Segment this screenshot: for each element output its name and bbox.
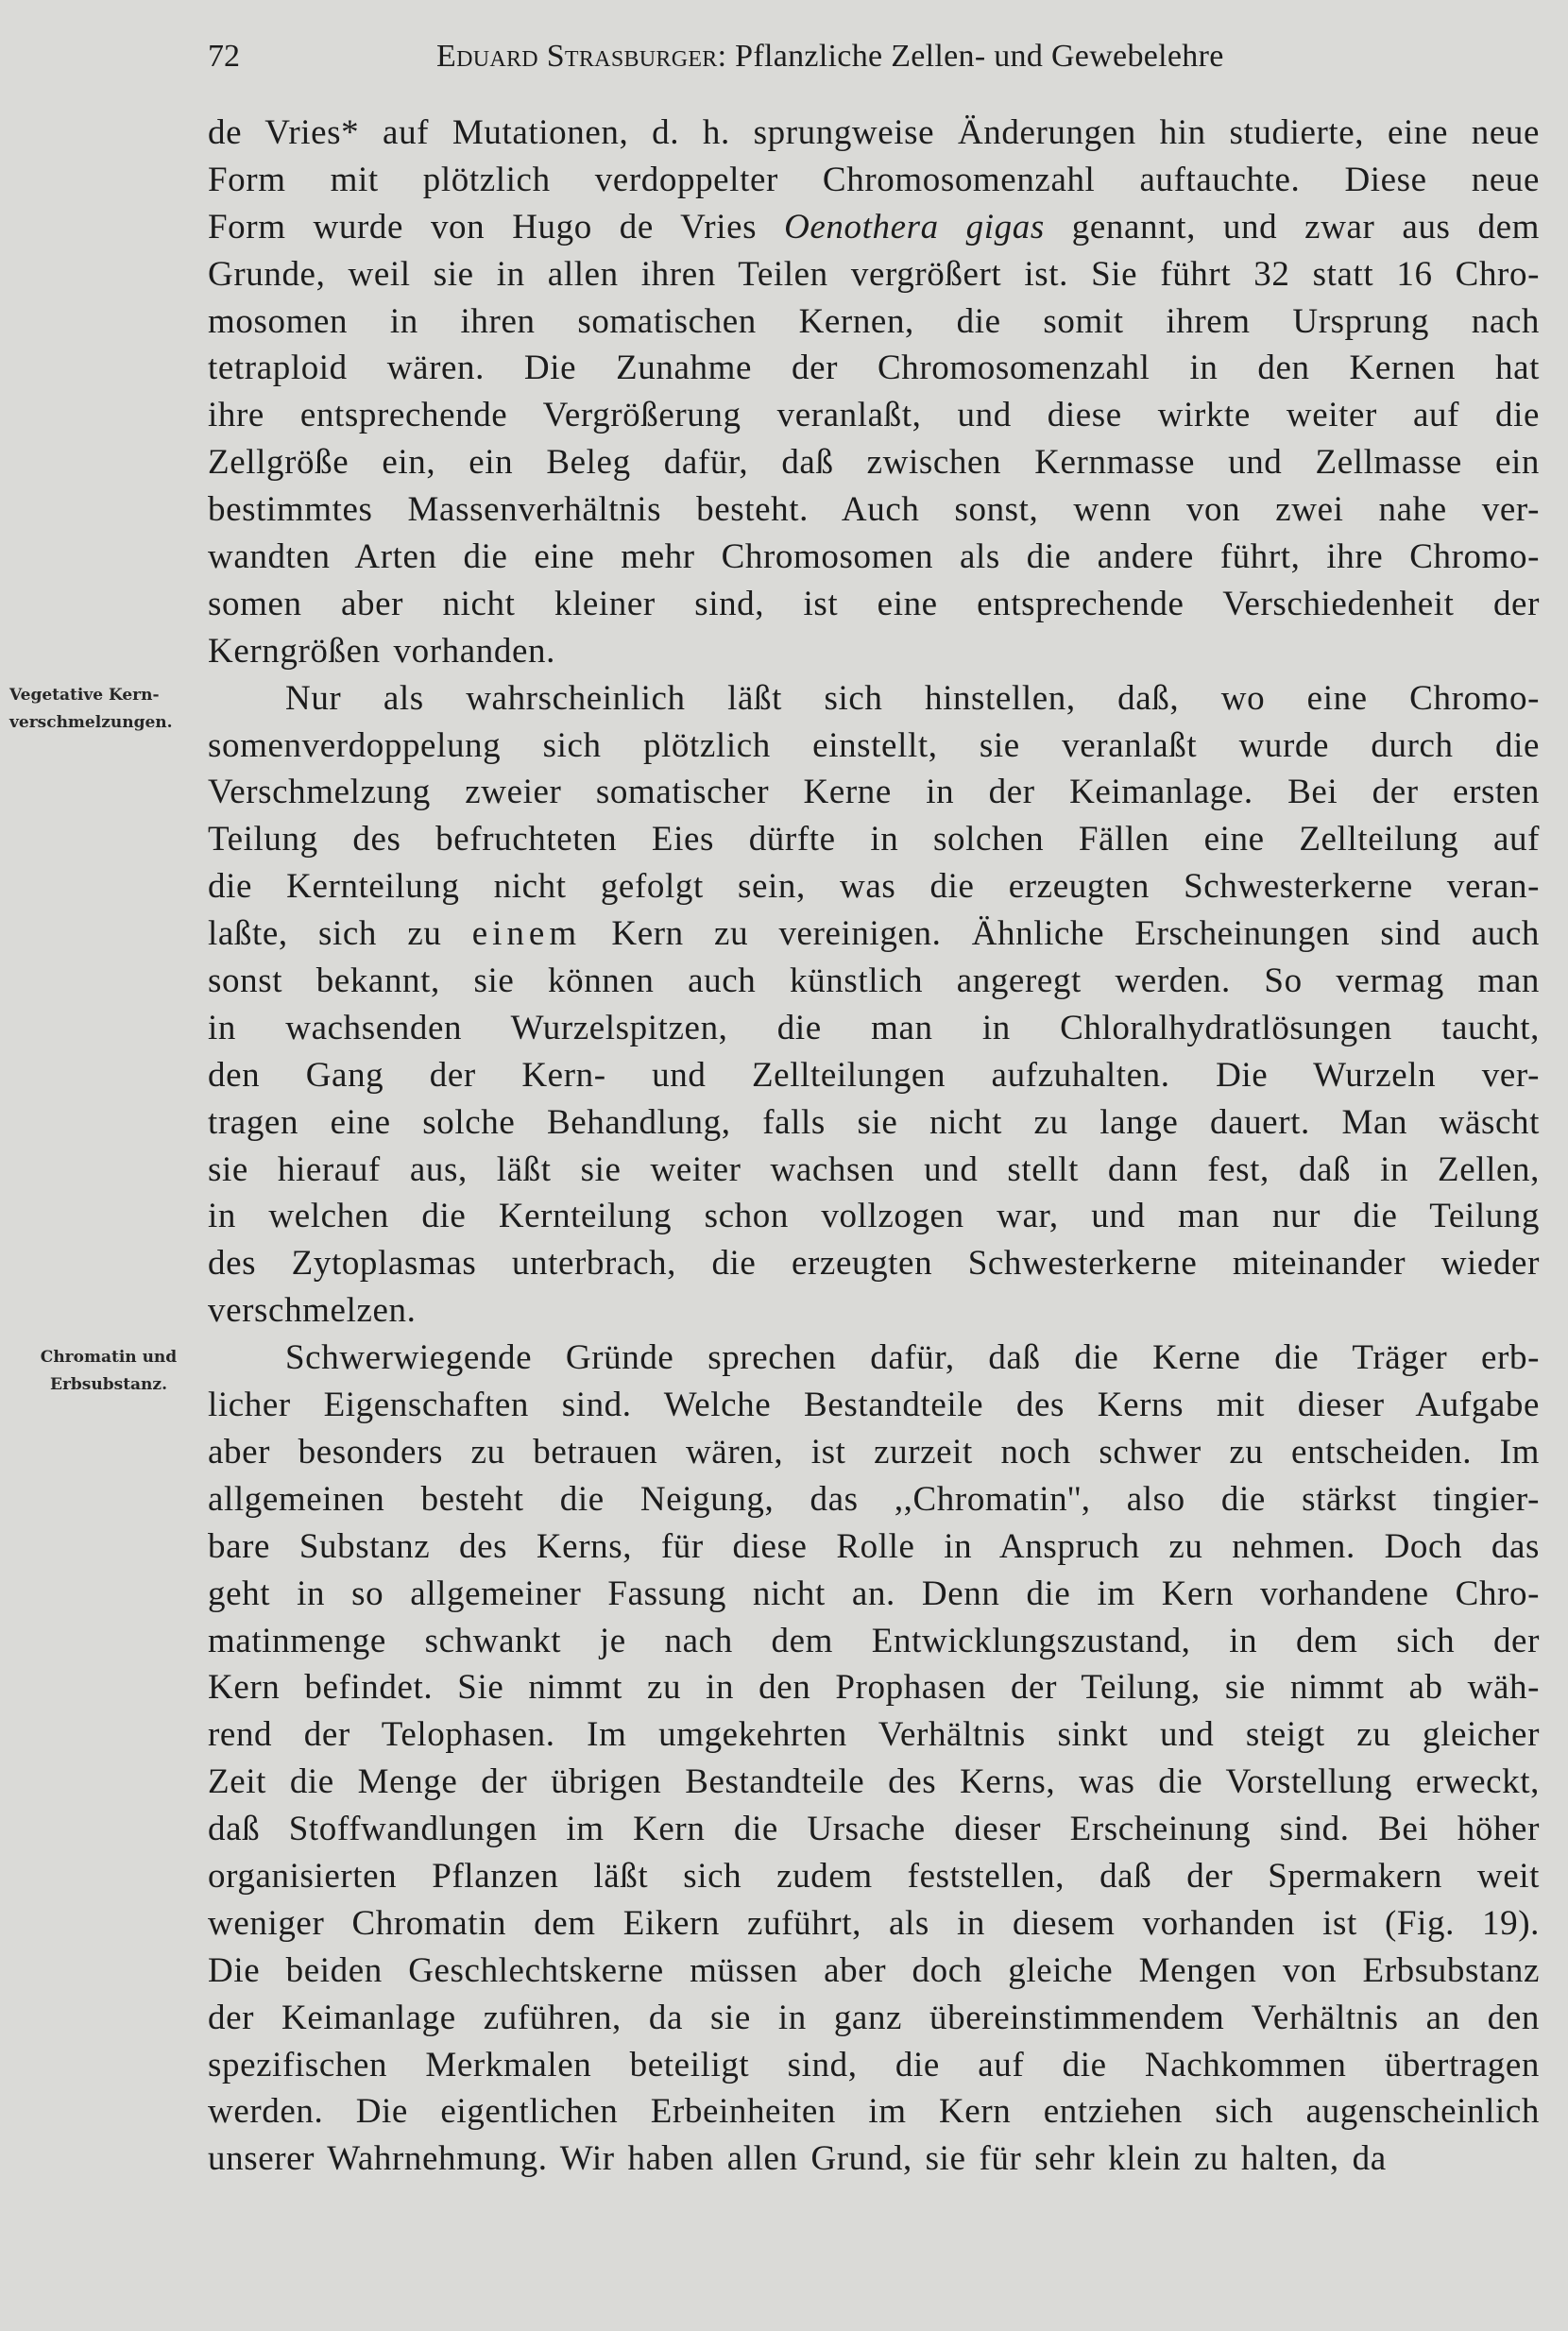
text-line — [208, 392, 1540, 439]
text-line — [208, 2088, 1540, 2135]
text-line — [208, 675, 1540, 723]
text-segment: Die beiden Geschlechtskerne müssen aber doch gleiche Mengen von Erbsubstanz — [208, 1950, 1540, 1990]
text-line — [208, 2042, 1540, 2089]
text-segment: Form wurde von Hugo de Vries — [208, 207, 785, 247]
text-segment: ihre entsprechende Vergrößerung veranlaßt, und diese wirkte weiter auf die — [208, 396, 1540, 435]
text-segment: Zeit die Menge der übrigen Bestandteile des Kerns, was die Vorstellung erweckt, — [208, 1762, 1540, 1802]
text-segment: licher Eigenschaften sind. Welche Bestandteile des Kerns mit dieser Aufgabe — [208, 1386, 1540, 1425]
text-segment: bare Substanz des Kerns, für diese Rolle in Anspruch zu nehmen. Doch das — [208, 1526, 1540, 1566]
text-line — [208, 486, 1540, 534]
text-segment: in welchen die Kernteilung schon vollzogen war, und man nur die Teilung — [208, 1197, 1540, 1236]
text-segment: spezifischen Merkmalen beteiligt sind, die auf die Nachkommen übertragen — [208, 2045, 1540, 2084]
text-line — [208, 863, 1540, 910]
text-line — [208, 1948, 1540, 1995]
italic-text: Oenothera gigas — [784, 207, 1045, 247]
text-segment: den Gang der Kern- und Zellteilungen aufzuhalten. Die Wurzeln ver- — [208, 1055, 1540, 1095]
text-line — [208, 1853, 1540, 1900]
text-segment: somen aber nicht kleiner sind, ist eine entsprechende Verschiedenheit der — [208, 584, 1540, 623]
text-segment: organisierten Pflanzen läßt sich zudem feststellen, daß der Spermakern weit — [208, 1856, 1540, 1896]
text-line — [208, 1571, 1540, 1618]
text-line — [208, 958, 1540, 1005]
margin-note-line: verschmelzungen. — [9, 713, 173, 732]
text-line — [208, 910, 1540, 958]
text-line — [208, 1618, 1540, 1665]
text-line — [208, 816, 1540, 863]
text-segment: Kern zu vereinigen. Ähnliche Erscheinungen sind auch — [581, 914, 1540, 954]
body-text — [208, 110, 1540, 2183]
text-segment: bestimmtes Massenverhältnis besteht. Auch sonst, wenn von zwei nahe ver- — [208, 490, 1540, 530]
text-segment: genannt, und zwar aus dem — [1044, 207, 1540, 247]
margin-note-line: Erbsubstanz. — [50, 1375, 167, 1394]
text-line — [208, 1147, 1540, 1194]
text-line — [208, 1664, 1540, 1711]
text-segment: Grunde, weil sie in allen ihren Teilen vergrößert ist. Sie führt 32 statt 16 Chro- — [208, 254, 1540, 294]
text-line — [208, 1759, 1540, 1806]
text-segment: Zellgröße ein, ein Beleg dafür, daß zwischen Kernmasse und Zellmasse ein — [208, 443, 1540, 483]
text-line — [208, 1900, 1540, 1948]
text-segment: mosomen in ihren somatischen Kernen, die somit ihrem Ursprung nach — [208, 301, 1540, 341]
text-line — [208, 1711, 1540, 1759]
margin-note-vegetative-kernverschmelzungen — [9, 682, 203, 737]
text-segment: der Keimanlage zuführen, da sie in ganz übereinstimmendem Verhältnis an den — [208, 1998, 1540, 2037]
running-head-separator: : — [717, 39, 736, 74]
text-line — [208, 1287, 1540, 1335]
running-head-title: Pflanzliche Zellen- und Gewebelehre — [735, 39, 1224, 74]
running-head-author: Eduard Strasburger — [436, 39, 718, 74]
text-segment: Kerngrößen vorhanden. — [208, 631, 555, 671]
text-segment: Verschmelzung zweier somatischer Kerne in der Keimanlage. Bei der ersten — [208, 773, 1540, 812]
text-line — [208, 1005, 1540, 1052]
text-segment: Schwerwiegende Gründe sprechen dafür, daß die Kerne die Träger erb- — [285, 1338, 1540, 1378]
text-segment: werden. Die eigentlichen Erbeinheiten im Kern entziehen sich augenscheinlich — [208, 2092, 1540, 2132]
margin-note-chromatin-erbsubstanz — [19, 1344, 198, 1399]
text-segment: matinmenge schwankt je nach dem Entwicklungszustand, in dem sich der — [208, 1621, 1540, 1660]
text-line — [208, 628, 1540, 675]
text-line — [208, 1382, 1540, 1429]
text-line — [208, 1476, 1540, 1523]
text-line — [208, 345, 1540, 392]
text-line — [208, 1099, 1540, 1147]
text-segment: daß Stoffwandlungen im Kern die Ursache dieser Erscheinung sind. Bei höher — [208, 1810, 1540, 1849]
text-segment: Teilung des befruchteten Eies dürfte in solchen Fällen eine Zellteilung auf — [208, 820, 1540, 859]
text-segment: die Kernteilung nicht gefolgt sein, was die erzeugten Schwesterkerne veran- — [208, 867, 1540, 907]
text-line — [208, 1052, 1540, 1099]
text-segment: Kern befindet. Sie nimmt zu in den Prophasen der Teilung, sie nimmt ab wäh- — [208, 1668, 1540, 1708]
text-segment: weniger Chromatin dem Eikern zuführt, als in diesem vorhanden ist (Fig. 19). — [208, 1903, 1540, 1943]
text-segment: somenverdoppelung sich plötzlich einstellt, sie veranlaßt wurde durch die — [208, 725, 1540, 765]
text-line — [208, 2135, 1540, 2183]
text-line — [208, 723, 1540, 770]
spaced-emphasis-text: einem — [471, 914, 582, 954]
text-segment: allgemeinen besteht die Neigung, das ,,Chromatin'', also die stärkst tingier- — [208, 1479, 1540, 1519]
text-segment: unserer Wahrnehmung. Wir haben allen Grund, sie für sehr klein zu halten, da — [208, 2139, 1387, 2179]
running-head — [436, 36, 1224, 77]
text-line — [208, 1240, 1540, 1287]
text-line — [208, 581, 1540, 628]
text-line — [208, 534, 1540, 581]
text-segment: wandten Arten die eine mehr Chromosomen als die andere führt, ihre Chromo- — [208, 537, 1540, 577]
text-line — [208, 769, 1540, 816]
text-segment: sonst bekannt, sie können auch künstlich angeregt werden. So vermag man — [208, 961, 1540, 1001]
text-line — [208, 1523, 1540, 1571]
text-line — [208, 1335, 1540, 1382]
text-line — [208, 1995, 1540, 2042]
text-line — [208, 204, 1540, 251]
text-segment: Nur als wahrscheinlich läßt sich hinstellen, daß, wo eine Chromo- — [285, 678, 1540, 718]
text-line — [208, 298, 1540, 346]
text-line — [208, 439, 1540, 486]
text-segment: rend der Telophasen. Im umgekehrten Verhältnis sinkt und steigt zu gleicher — [208, 1715, 1540, 1755]
margin-note-line: Vegetative Kern- — [9, 686, 160, 705]
text-segment: geht in so allgemeiner Fassung nicht an. Denn die im Kern vorhandene Chro- — [208, 1574, 1540, 1613]
text-segment: sie hierauf aus, läßt sie weiter wachsen und stellt dann fest, daß in Zellen, — [208, 1149, 1540, 1189]
text-line — [208, 251, 1540, 298]
text-line — [208, 157, 1540, 204]
text-segment: tragen eine solche Behandlung, falls sie nicht zu lange dauert. Man wäscht — [208, 1102, 1540, 1142]
text-segment: tetraploid wären. Die Zunahme der Chromosomenzahl in den Kernen hat — [208, 349, 1540, 388]
text-segment: des Zytoplasmas unterbrach, die erzeugten Schwesterkerne miteinander wieder — [208, 1244, 1540, 1284]
page-number: 72 — [208, 39, 240, 74]
text-line — [208, 1429, 1540, 1476]
margin-note-line: Chromatin und — [40, 1348, 178, 1367]
text-line — [208, 1806, 1540, 1853]
text-segment: de Vries* auf Mutationen, d. h. sprungweise Änderungen hin studierte, eine neue — [208, 113, 1540, 152]
text-segment: in wachsenden Wurzelspitzen, die man in Chloralhydratlösungen taucht, — [208, 1008, 1540, 1047]
text-segment: laßte, sich zu — [208, 914, 472, 954]
text-line — [208, 110, 1540, 157]
text-line — [208, 1193, 1540, 1240]
text-segment: Form mit plötzlich verdoppelter Chromosomenzahl auftauchte. Diese neue — [208, 160, 1540, 199]
text-segment: aber besonders zu betrauen wären, ist zurzeit noch schwer zu entscheiden. Im — [208, 1432, 1540, 1472]
text-segment: verschmelzen. — [208, 1291, 417, 1331]
